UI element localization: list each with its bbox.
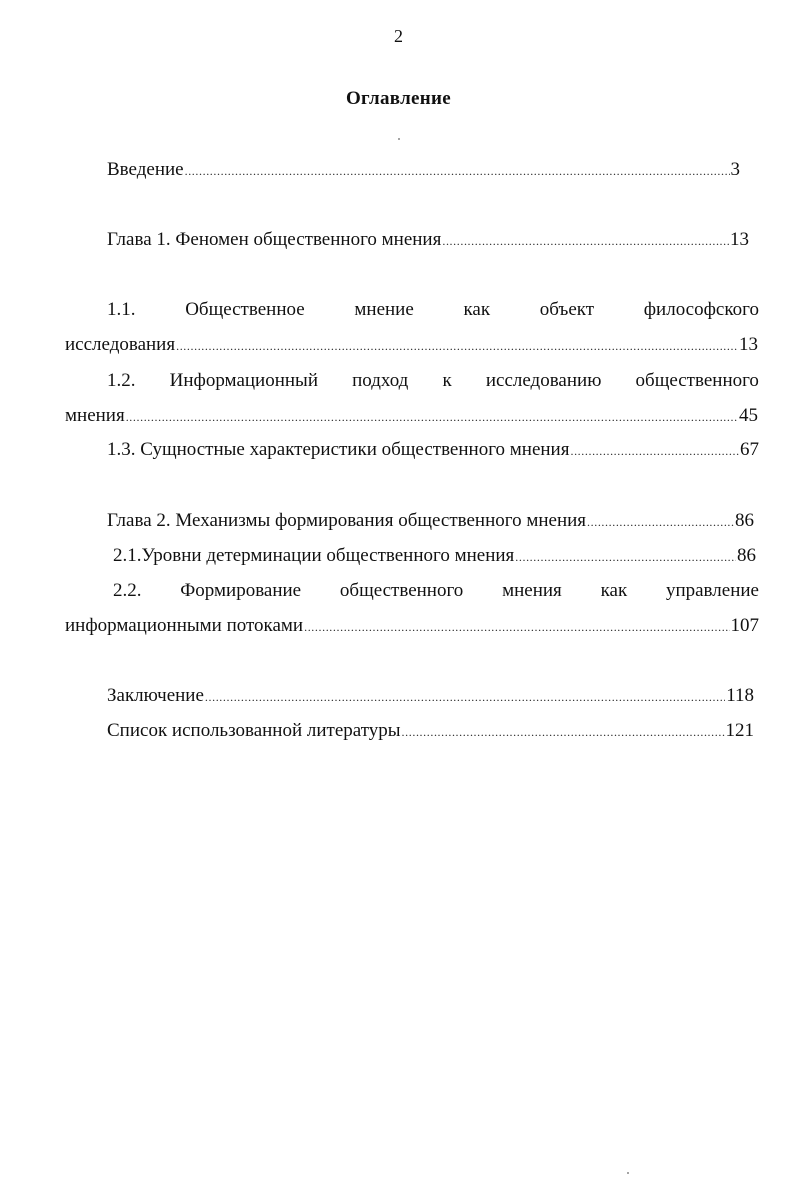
word: как — [463, 299, 491, 320]
toc-entry-chapter-1 — [107, 227, 749, 253]
toc-entry-page: 3 — [730, 159, 740, 180]
toc-entry-page: 107 — [730, 615, 759, 636]
toc-entry-page: 121 — [725, 720, 754, 741]
toc-entry-intro — [107, 157, 740, 183]
toc-entry-page: 118 — [726, 685, 754, 706]
word: 1.1. — [107, 299, 136, 320]
word: к — [442, 370, 452, 391]
toc-entry-2-2-first-line — [113, 578, 759, 604]
toc-entry-bibliography — [107, 718, 754, 744]
word: общественного — [339, 580, 464, 601]
toc-entry-label: Заключение — [107, 685, 204, 706]
dot-leader — [442, 228, 729, 254]
toc-entry-page: 45 — [739, 405, 758, 426]
word: Формирование — [180, 580, 302, 601]
dot-leader — [402, 719, 725, 745]
toc-entry-2-1 — [113, 543, 756, 569]
dot-leader — [587, 509, 734, 535]
word: Информационный — [169, 370, 318, 391]
toc-entry-label: Глава 2. Механизмы формирования общественного мнения — [107, 510, 587, 531]
word: управление — [665, 580, 759, 601]
dot-leader — [176, 333, 738, 359]
toc-entry-label: Введение — [107, 159, 184, 180]
toc-title: Оглавление — [345, 88, 452, 109]
toc-entry-label: 1.3. Сущностные характеристики общественного мнения — [107, 439, 570, 460]
dot-leader — [185, 158, 730, 184]
toc-entry-label: исследования — [65, 334, 176, 355]
toc-entry-page: 13 — [730, 229, 749, 250]
toc-entry-page: 13 — [739, 334, 758, 355]
toc-entry-label: мнения — [65, 405, 125, 426]
word: философского — [643, 299, 759, 320]
toc-entry-label: Список использованной литературы — [107, 720, 401, 741]
word: 2.2. — [113, 580, 142, 601]
dot-leader — [126, 404, 738, 430]
word: общественного — [635, 370, 759, 391]
page-number: 2 — [394, 26, 403, 46]
dot-leader — [304, 614, 729, 640]
toc-entry-label: информационными потоками — [65, 615, 304, 636]
scan-speck — [627, 1172, 629, 1174]
dot-leader — [570, 438, 739, 464]
scan-speck — [398, 138, 400, 140]
dot-leader — [205, 684, 725, 710]
word: мнение — [354, 299, 414, 320]
toc-entry-1-1-first-line — [107, 297, 759, 323]
toc-entry-label: Глава 1. Феномен общественного мнения — [107, 229, 442, 250]
toc-entry-1-2-second-line — [65, 403, 758, 429]
toc-entry-1-3 — [107, 437, 759, 463]
toc-entry-page: 86 — [737, 545, 756, 566]
toc-entry-chapter-2 — [107, 508, 754, 534]
word: исследованию — [485, 370, 602, 391]
toc-entry-conclusion — [107, 683, 754, 709]
word: объект — [539, 299, 595, 320]
word: 1.2. — [107, 370, 136, 391]
toc-entry-page: 67 — [740, 439, 759, 460]
dot-leader — [515, 544, 736, 570]
word: мнения — [502, 580, 562, 601]
toc-entry-2-2-second-line — [65, 613, 759, 639]
toc-entry-1-1-second-line — [65, 332, 758, 358]
toc-entry-page: 86 — [735, 510, 754, 531]
word: Общественное — [185, 299, 305, 320]
toc-entry-label: 2.1.Уровни детерминации общественного мнения — [113, 545, 515, 566]
toc-entry-1-2-first-line — [107, 368, 759, 394]
word: как — [600, 580, 628, 601]
word: подход — [352, 370, 409, 391]
